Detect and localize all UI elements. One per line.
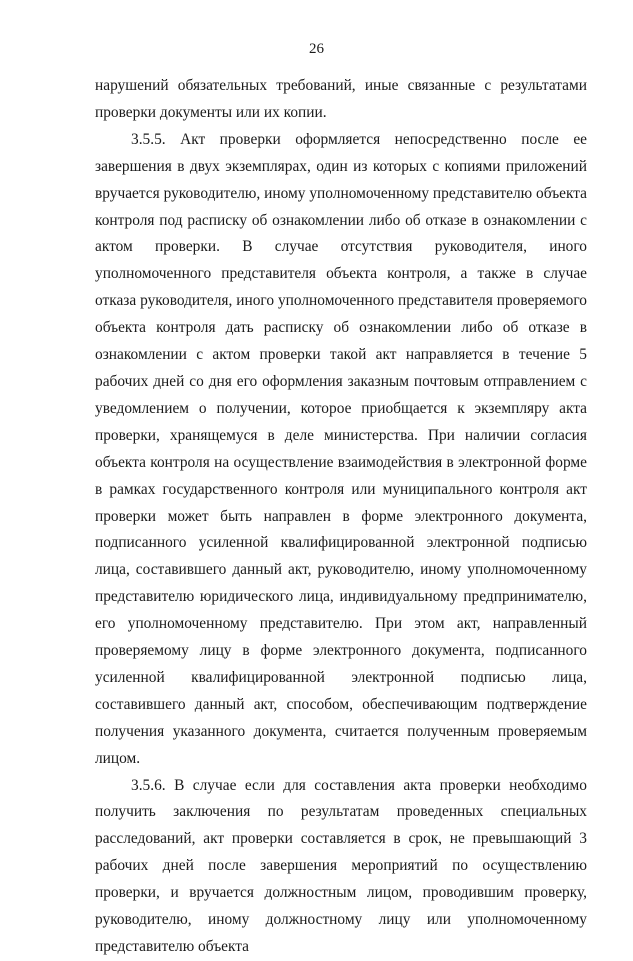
document-body	[95, 73, 587, 961]
page-number: 26	[309, 41, 324, 57]
paragraph-3-5-5: 3.5.5. Акт проверки оформляется непосредственно после ее завершения в двух экземплярах, один из которых с копиями приложений вручается руководителю, иному уполномоченному представителю объекта контроля под расписку об ознакомлении либо об отказе в ознакомлении с актом проверки. В случае отсутствия руководителя, иного уполномоченного представителя объекта контроля, а также в случае отказа руководителя, иного уполномоченного представителя проверяемого объекта контроля дать расписку об ознакомлении либо об отказе в ознакомлении с актом проверки такой акт направляется в течение 5 рабочих дней со дня его оформления заказным почтовым отправлением с уведомлением о получении, которое приобщается к экземпляру акта проверки, хранящемуся в деле министерства. При наличии согласия объекта контроля на осуществление взаимодействия в электронной форме в рамках государственного контроля или муниципального контроля акт проверки может быть направлен в форме электронного документа, подписанного усиленной квалифицированной электронной подписью лица, составившего данный акт, руководителю, иному уполномоченному представителю юридического лица, индивидуальному предпринимателю, его уполномоченному представителю. При этом акт, направленный проверяемому лицу в форме электронного документа, подписанного усиленной квалифицированной электронной подписью лица, составившего данный акт, способом, обеспечивающим подтверждение получения указанного документа, считается полученным проверяемым лицом.	[95, 130, 587, 767]
paragraph-3-5-6: 3.5.6. В случае если для составления акта проверки необходимо получить заключения по результатам проведенных специальных расследований, акт проверки составляется в срок, не превышающий 3 рабочих дней после завершения мероприятий по осуществлению проверки, и вручается должностным лицом, проводившим проверку, руководителю, иному должностному лицу или уполномоченному представителю объекта	[95, 776, 587, 955]
paragraph-continuation: нарушений обязательных требований, иные связанные с результатами проверки документы или их копии.	[95, 77, 587, 121]
